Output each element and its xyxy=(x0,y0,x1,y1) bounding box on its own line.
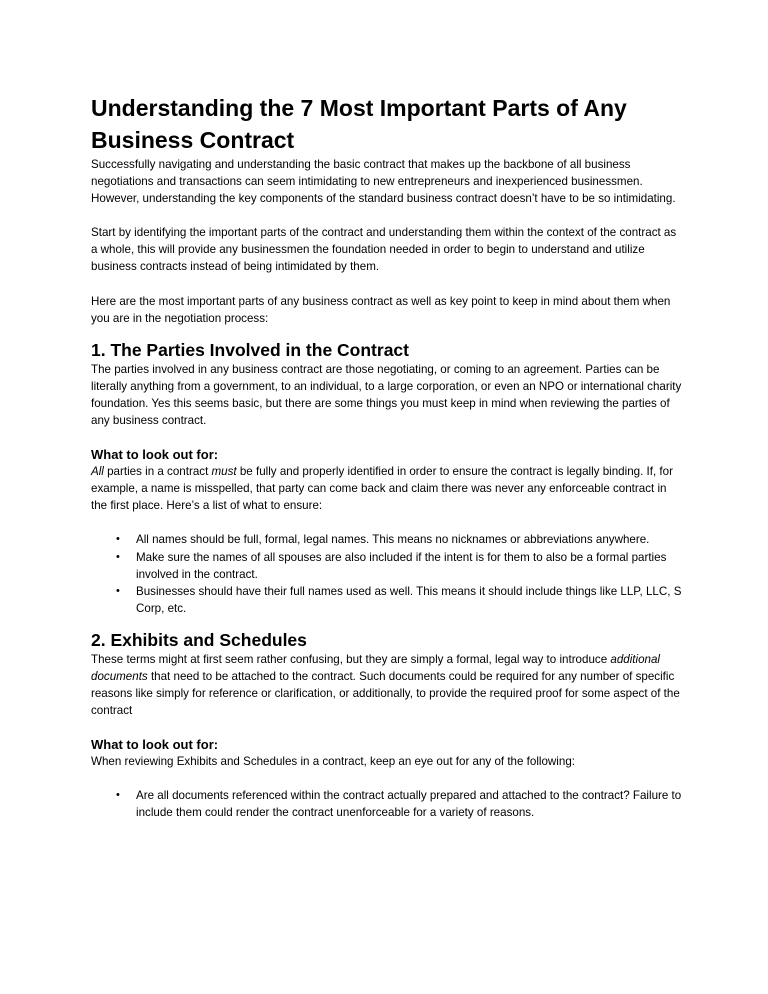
section-1-bullet-list xyxy=(91,531,683,616)
additional-documents-emphasis: additional documents xyxy=(91,652,661,683)
section-2-lookout-heading: What to look out for: xyxy=(91,737,219,753)
section-1-body: The parties involved in any business contract are those negotiating, or coming to an agreement. Parties can be literally anything from a government, to an individual, to a large corporation, or even an NPO or international charity foundation. Yes this seems basic, but there are some things you must keep in mind when reviewing the parties of any business contract. xyxy=(91,362,682,428)
section-2-heading: 2. Exhibits and Schedules xyxy=(91,629,307,650)
section-2-body: These terms might at first seem rather confusing, but they are simply a formal, legal way to introduce additional documents that need to be attached to the contract. Such documents could be required for any number of specific reasons like simply for reference or clarification, or additionally, to provide the required proof for some aspect of the contract xyxy=(91,652,680,718)
lookout-emphasis-all: All xyxy=(91,465,104,479)
list-item: • Are all documents referenced within the contract actually prepared and attached to the contract? Failure to include them could render the contract unenforceable for a variety of reasons. xyxy=(116,789,682,820)
section-1-lookout-heading: What to look out for: xyxy=(91,447,219,463)
section-1-lookout-text: All parties in a contract must be fully and properly identified in order to ensure the contract is legally binding. If, for example, a name is misspelled, that party can come back and claim there was never any enforceable contract in the first place. Here’s a list of what to ensure: xyxy=(91,465,673,513)
intro-paragraph-2: Start by identifying the important parts of the contract and understanding them within the context of the contract as a whole, this will provide any businessmen the foundation needed in order to begin to understand and utilize business contracts instead of being intimidated by them. xyxy=(91,226,677,274)
section-1-heading: 1. The Parties Involved in the Contract xyxy=(91,339,409,360)
bullet-icon: • xyxy=(116,789,120,802)
section-2-bullet-list xyxy=(91,787,683,821)
lookout-emphasis-must: must xyxy=(211,465,237,479)
intro-paragraph-3: Here are the most important parts of any business contract as well as key point to keep in mind about them when you are in the negotiation process: xyxy=(91,294,671,325)
page-title: Understanding the 7 Most Important Parts of Any Business Contract xyxy=(91,95,627,153)
bullet-icon: • xyxy=(116,584,120,597)
document-page xyxy=(91,92,683,822)
list-item: • Businesses should have their full names used as well. This means it should include things like LLP, LLC, S Corp, etc. xyxy=(116,584,682,615)
intro-paragraph-1: Successfully navigating and understanding the basic contract that makes up the backbone of all business negotiations and transactions can seem intimidating to new entrepreneurs and inexperienced businessmen. However, understanding the key components of the standard business contract doesn’t have to be so intimidating. xyxy=(91,158,676,206)
bullet-icon: • xyxy=(116,533,120,546)
section-2-lookout-text: When reviewing Exhibits and Schedules in a contract, keep an eye out for any of the following: xyxy=(91,755,575,769)
list-item: • Make sure the names of all spouses are also included if the intent is for them to also be a formal parties involved in the contract. xyxy=(116,550,667,581)
list-item: • All names should be full, formal, legal names. This means no nicknames or abbreviations anywhere. xyxy=(91,531,683,548)
bullet-icon: • xyxy=(116,550,120,563)
